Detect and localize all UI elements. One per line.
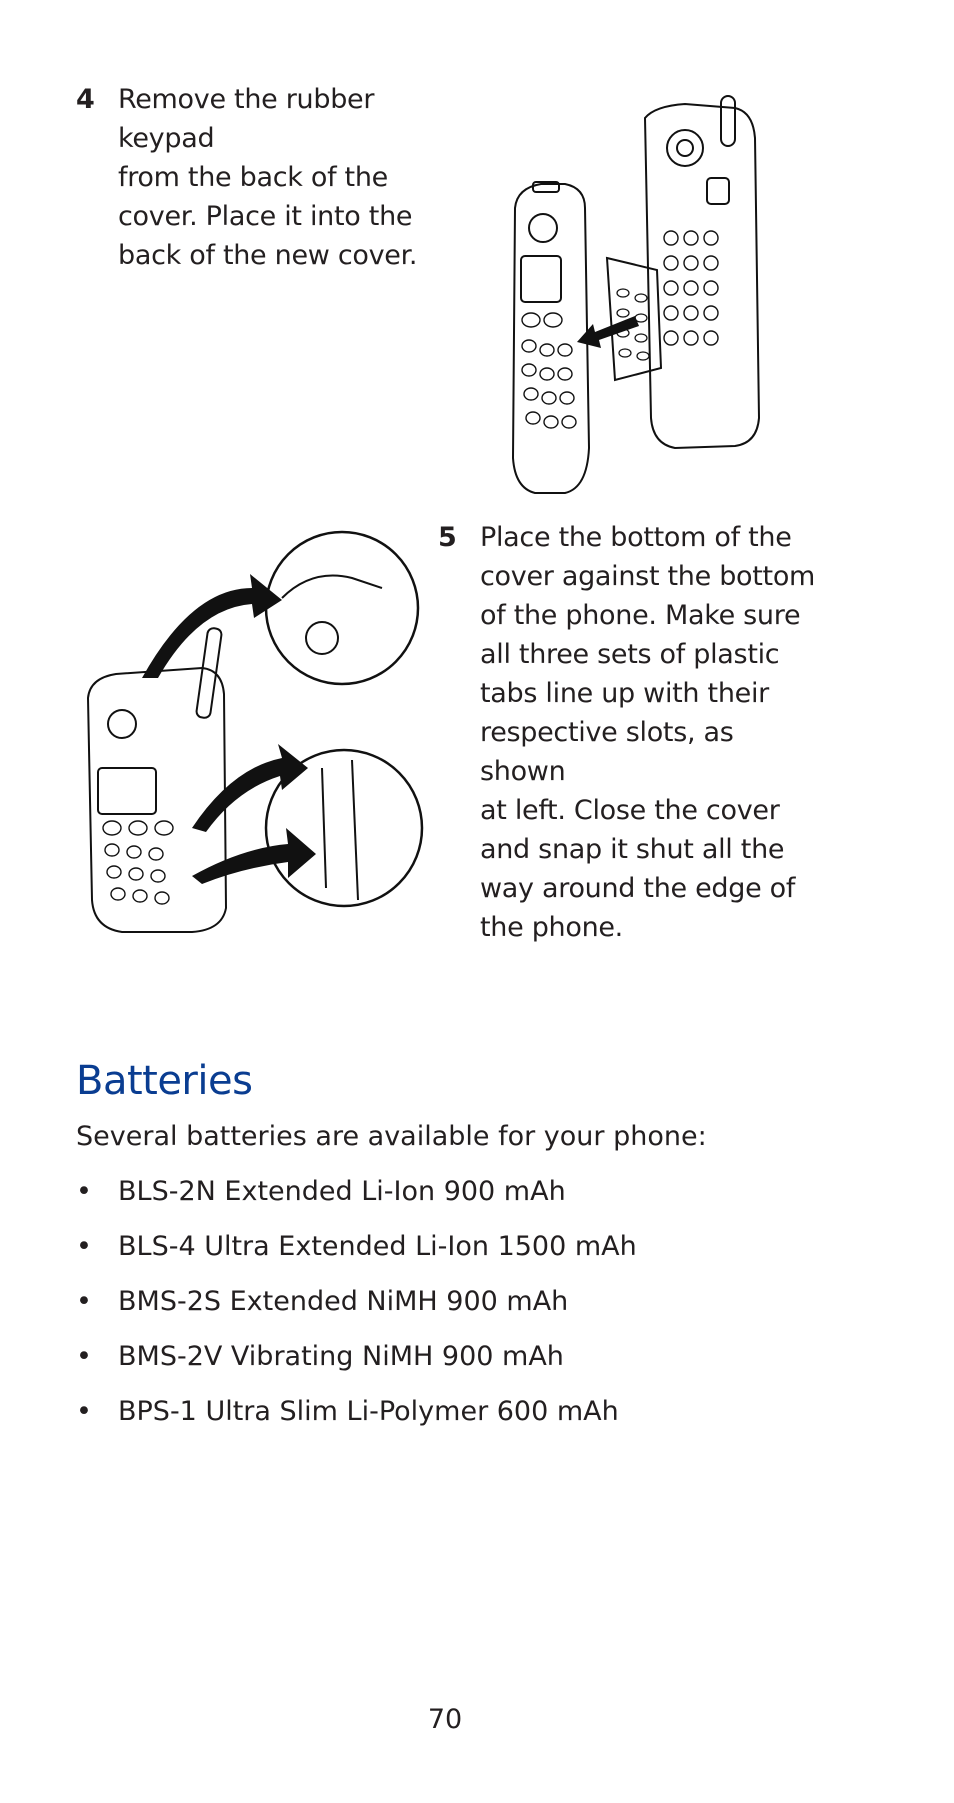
battery-label: BMS-2V Vibrating NiMH 900 mAh	[118, 1341, 564, 1372]
battery-label: BPS-1 Ultra Slim Li-Polymer 600 mAh	[118, 1396, 619, 1427]
battery-label: BMS-2S Extended NiMH 900 mAh	[118, 1286, 569, 1317]
bullet-icon: •	[76, 1341, 92, 1372]
keypad-removal-illustration	[485, 88, 775, 503]
bullet-icon: •	[76, 1286, 92, 1317]
page-number: 70	[427, 1704, 463, 1735]
step-text: Remove the rubber keypad from the back of the cover. Place it into the back of the new cover.	[118, 84, 418, 271]
step-number: 4	[76, 84, 95, 115]
bullet-icon: •	[76, 1396, 92, 1427]
step-number: 5	[438, 522, 457, 553]
section-title: Batteries	[76, 1058, 253, 1104]
bullet-icon: •	[76, 1231, 92, 1262]
bullet-icon: •	[76, 1176, 92, 1207]
cover-alignment-illustration	[82, 528, 427, 933]
section-intro: Several batteries are available for your phone:	[76, 1121, 707, 1152]
battery-label: BLS-4 Ultra Extended Li-Ion 1500 mAh	[118, 1231, 637, 1262]
battery-label: BLS-2N Extended Li-Ion 900 mAh	[118, 1176, 566, 1207]
step-text: Place the bottom of the cover against the bottom of the phone. Make sure all three sets of plastic tabs line up with their respective slots, as shown at left. Close the cover and snap it shut all the way around the edge of the phone.	[480, 522, 816, 943]
